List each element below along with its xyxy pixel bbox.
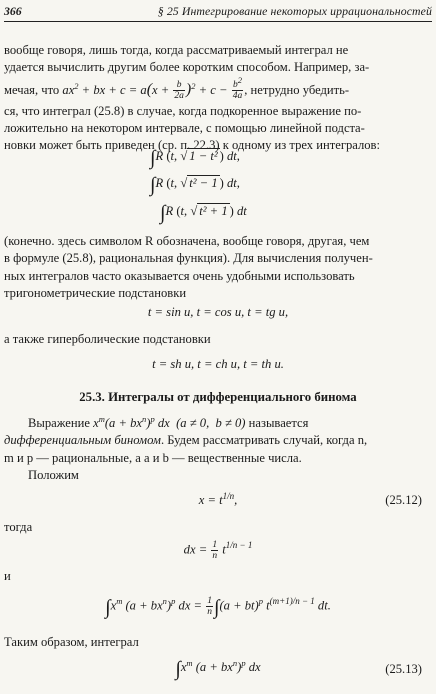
equation-25-13: $\int x^m$ $(a + bx^n)^p$ dx: [175, 657, 261, 680]
paragraph-2: [4, 233, 426, 302]
text-line: новки может быть приведен (ср. п. 22.3) к одному из трех интегралов:: [4, 138, 381, 153]
section-heading: 25.3. Интегралы от дифференциального бинома: [79, 390, 357, 404]
fraction: $\frac{b}{2a}$: [174, 80, 184, 102]
term-emphasis: дифференциальным биномом: [4, 433, 161, 448]
paragraph-1: [4, 42, 426, 154]
text-line: Таким образом, интеграл: [4, 635, 139, 649]
text-line: ся, что интеграл (25.8) в случае, когда подкоренное выражение по-: [4, 103, 362, 118]
equation-dx: dx = $\frac{1}{n}$ $t^{1/n - 1}$: [183, 540, 253, 561]
text-line: [4, 415, 426, 432]
text-line: тригонометрические подстановки: [4, 285, 187, 300]
text-run: мечая, что: [4, 82, 60, 97]
trig-substitutions: t = sin u, t = cos u, t = tg u,: [147, 305, 289, 319]
integral-3: ∫R (t, √ t² + 1 ) dt: [160, 202, 247, 224]
equation-number: (25.13): [385, 662, 422, 676]
text-line: удается вычислить другим более коротким способом. Например, за-: [4, 60, 370, 75]
text-line: тогда: [4, 520, 33, 534]
integral-1: ∫R (t, √ 1 − t² ) dt,: [150, 147, 240, 169]
text-run: называется: [248, 416, 309, 430]
integral-2: ∫R (t, √ t² − 1 ) dt,: [150, 174, 240, 196]
formula-completing-square: $ax^2$ + bx + c = a(x + $\frac{b}{2a}$ )$^2$ + c − $\frac{b^2}{4a}$: [62, 75, 243, 102]
text-line: вообще говоря, лишь тогда, когда рассматриваемый интеграл не: [4, 43, 349, 57]
text-line: (конечно. здесь символом R обозначена, вообще говоря, другая, чем: [4, 234, 370, 248]
text-line: m и p — рациональные, а a и b — вещественные числа.: [4, 450, 302, 465]
text-line: и: [4, 569, 11, 583]
text-run: Выражение: [28, 416, 90, 430]
text-line: [4, 77, 426, 103]
fraction: $\frac{b^2}{4a}$: [232, 75, 243, 102]
text-line: ложительно на некотором интервале, с помощью линейной подстa-: [4, 120, 365, 135]
hyperbolic-substitutions: t = sh u, t = ch u, t = th u.: [152, 357, 284, 371]
text-run: , нетрудно убедить-: [244, 82, 350, 97]
equation-number: (25.12): [385, 493, 422, 507]
text-line: Положим: [28, 467, 79, 482]
page-header: [4, 1, 432, 22]
text-line: [4, 432, 426, 449]
equation-25-12: $x = t^{1/n}$,: [198, 490, 238, 507]
running-title: § 25 Интегрирование некоторых иррациональностей: [157, 4, 432, 18]
page-number: 366: [4, 4, 22, 18]
equation-transformed-integral: $\int x^m$ $(a + bx^n)^p$ dx = $\frac{1}{n}$ ∫(a + bt)$^p$ $t^{(m+1)/n - 1}$ dt.: [105, 596, 331, 619]
formula-binomial: $x^m(a + bx^n)^p$ dx (a ≠ 0, b ≠ 0): [93, 413, 246, 430]
text-line: а также гиперболические подстановки: [4, 332, 211, 346]
paragraph-3: [4, 415, 426, 484]
text-run: . Будем рассматривать случай, когда n,: [160, 433, 368, 448]
text-line: в формуле (25.8), рациональная функция). Для вычисления получен-: [4, 251, 373, 266]
text-line: ных интегралов часто оказывается очень удобными использовать: [4, 268, 355, 283]
